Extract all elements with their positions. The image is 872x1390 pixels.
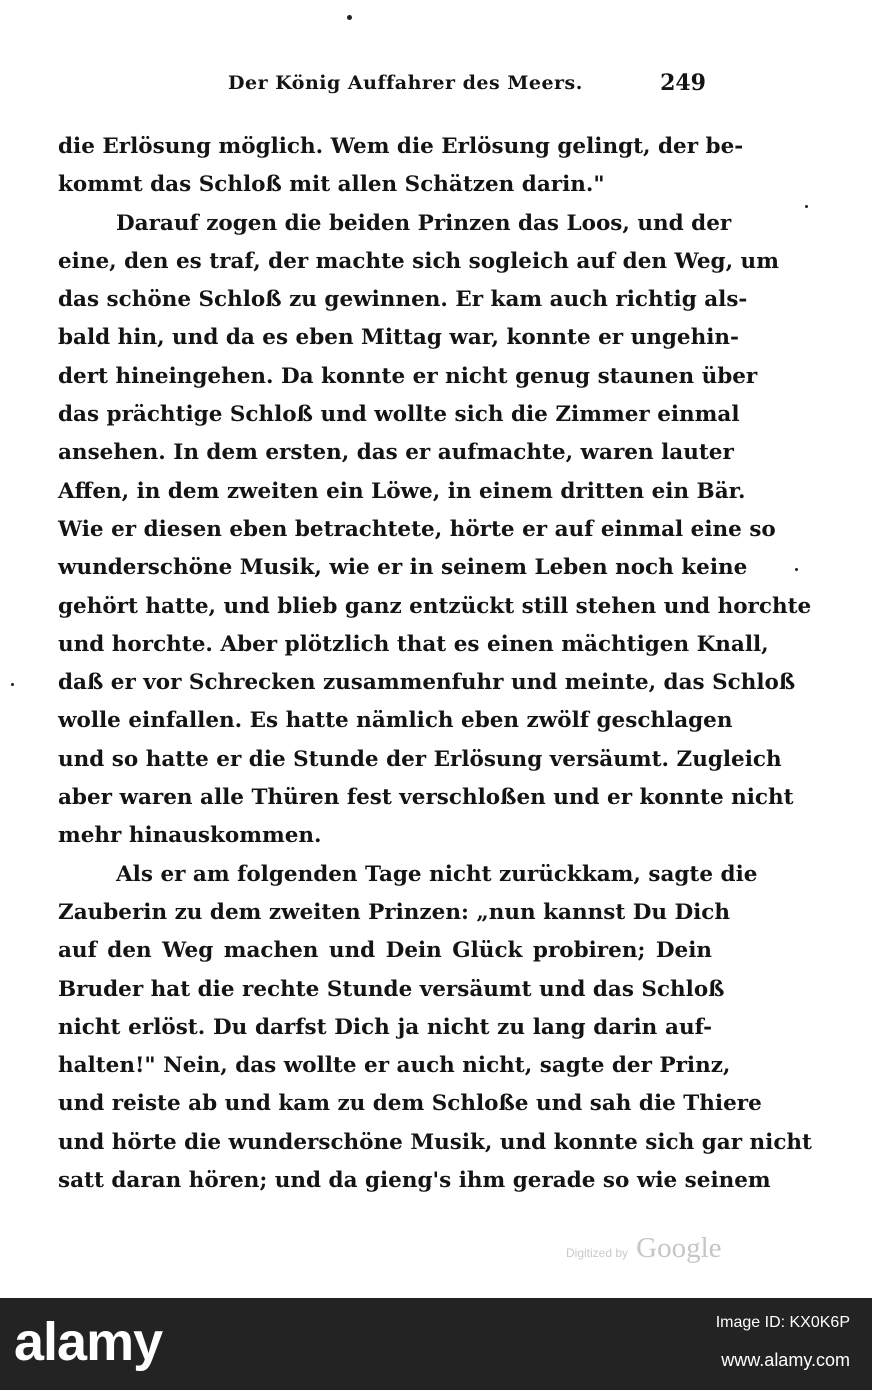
text-line: Als er am folgenden Tage nicht zurückkam, sagte die xyxy=(116,861,758,887)
text-line: kommt das Schloß mit allen Schätzen darin." xyxy=(58,172,605,198)
text-line: gehört hatte, und blieb ganz entzückt still stehen und horchte xyxy=(58,593,812,619)
ink-speck xyxy=(347,15,352,20)
alamy-logo: alamy xyxy=(14,1312,163,1372)
running-head xyxy=(228,72,708,108)
text-line: und so hatte er die Stunde der Erlösung versäumt. Zugleich xyxy=(58,746,782,772)
page-number: 249 xyxy=(660,70,706,96)
text-line: die Erlösung möglich. Wem die Erlösung gelingt, der be- xyxy=(58,134,744,159)
ink-speck xyxy=(805,205,808,208)
stock-url: www.alamy.com xyxy=(721,1350,850,1370)
stock-photo-stamp xyxy=(0,1298,872,1390)
ink-speck xyxy=(795,568,798,571)
text-line: nicht erlöst. Du darfst Dich ja nicht zu lang darin auf- xyxy=(58,1014,712,1040)
text-line: das prächtige Schloß und wollte sich die Zimmer einmal xyxy=(58,402,740,428)
text-line: bald hin, und da es eben Mittag war, konnte er ungehin- xyxy=(58,325,739,351)
text-line: und hörte die wunderschöne Musik, und konnte sich gar nicht xyxy=(58,1129,812,1155)
image-id: Image ID: KX0K6P xyxy=(715,1314,850,1331)
body-text xyxy=(58,128,812,1200)
text-line: wolle einfallen. Es hatte nämlich eben zwölf geschlagen xyxy=(58,708,733,734)
ink-speck xyxy=(11,683,14,686)
text-line: Bruder hat die rechte Stunde versäumt und das Schloß xyxy=(58,976,725,1002)
text-line: wunderschöne Musik, wie er in seinem Leben noch keine xyxy=(58,555,748,581)
digitized-watermark xyxy=(566,1232,722,1272)
text-line: und horchte. Aber plötzlich that es einen mächtigen Knall, xyxy=(58,631,769,657)
text-line: Darauf zogen die beiden Prinzen das Loos, und der xyxy=(116,210,732,236)
digitized-label: Digitized by xyxy=(566,1246,629,1260)
text-line: daß er vor Schrecken zusammenfuhr und meinte, das Schloß xyxy=(58,670,796,696)
text-line: das schöne Schloß zu gewinnen. Er kam auch richtig als- xyxy=(58,287,748,313)
text-line: und reiste ab und kam zu dem Schloße und sah die Thiere xyxy=(58,1091,762,1117)
text-line: auf den Weg machen und Dein Glück probiren; Dein xyxy=(58,938,712,964)
text-line: Affen, in dem zweiten ein Löwe, in einem dritten ein Bär. xyxy=(58,478,746,504)
text-line: aber waren alle Thüren fest verschloßen und er konnte nicht xyxy=(58,785,794,811)
text-line: Wie er diesen eben betrachtete, hörte er auf einmal eine so xyxy=(58,516,776,542)
text-line: ansehen. In dem ersten, das er aufmachte, waren lauter xyxy=(58,440,734,466)
text-line: halten!" Nein, das wollte er auch nicht, sagte der Prinz, xyxy=(58,1053,731,1079)
text-line: dert hineingehen. Da konnte er nicht genug staunen über xyxy=(58,363,758,389)
google-wordmark: Google xyxy=(636,1232,722,1264)
text-line: satt daran hören; und da gieng's ihm gerade so wie seinem xyxy=(58,1168,771,1194)
running-title: Der König Auffahrer des Meers. xyxy=(228,72,583,94)
text-line: mehr hinauskommen. xyxy=(58,823,322,849)
text-line: eine, den es traf, der machte sich sogleich auf den Weg, um xyxy=(58,248,779,274)
text-line: Zauberin zu dem zweiten Prinzen: „nun kannst Du Dich xyxy=(58,899,731,925)
